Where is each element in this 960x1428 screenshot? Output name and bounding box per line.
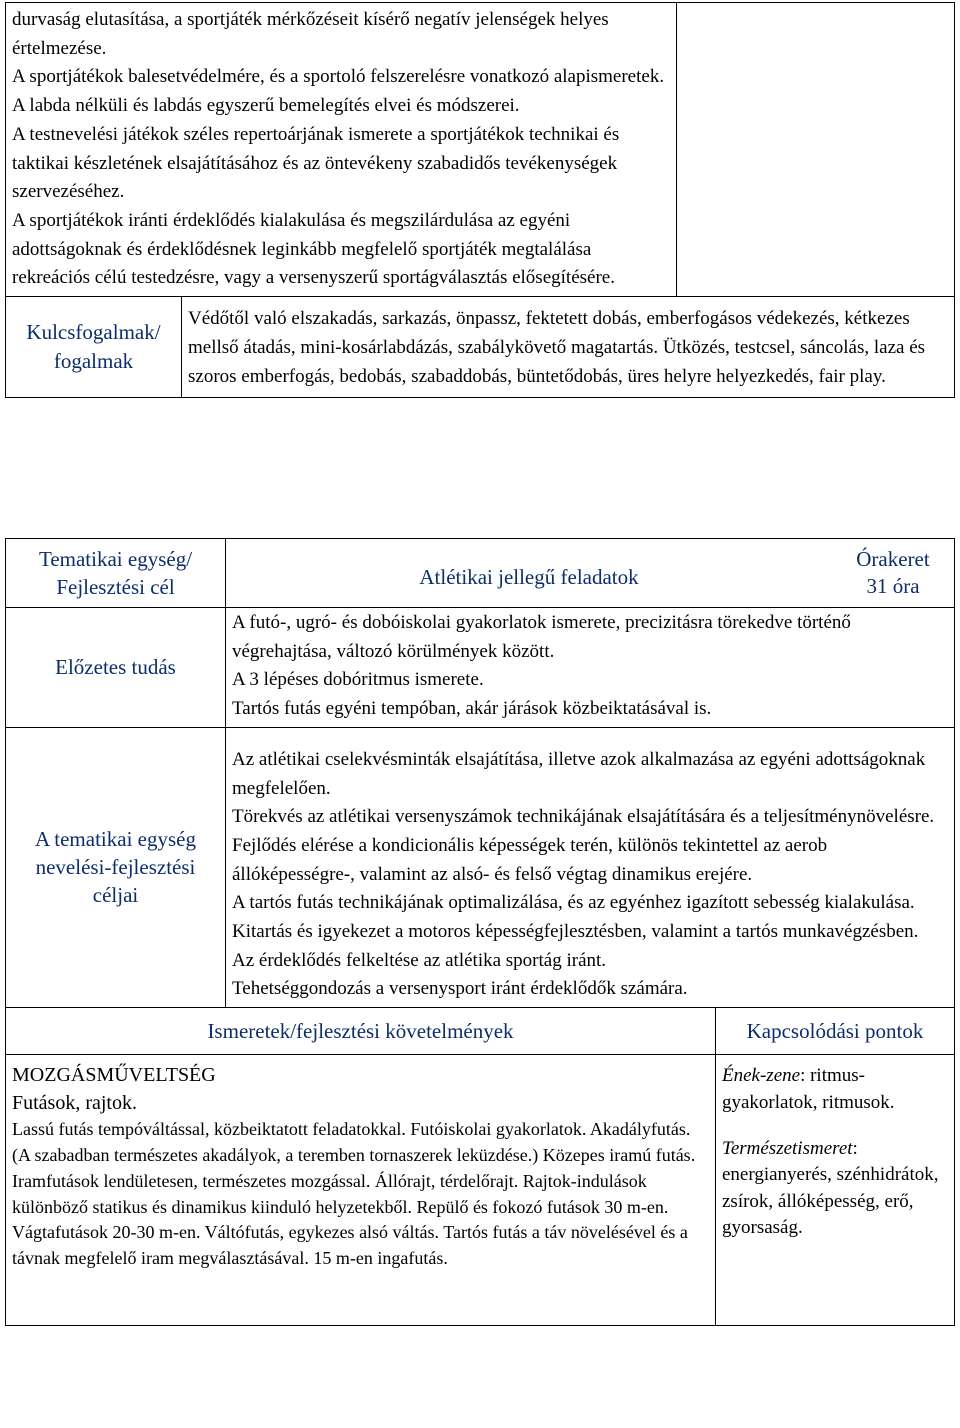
keywords-text: Védőtől való elszakadás, sarkazás, önpassz, fektetett dobás, emberfogásos védekezés, kétkezes mellső átadás, mini-kosárlabdázás, szabálykövető magatartás. Ütközés, testcsel, sáncolás, laza és szoros emberfogás, bedobás, szabaddobás, büntetődobás, üres helyre helyezkedés, fair play. — [182, 297, 955, 398]
continuation-table — [5, 2, 955, 398]
goals-label: nevelési-fejlesztési — [35, 855, 196, 880]
hours-label: Órakeret — [856, 547, 930, 571]
requirements-cell — [6, 1055, 716, 1326]
unit-title: Atlétikai jellegű feladatok — [419, 564, 639, 589]
keywords-row — [6, 297, 955, 398]
hours-box — [832, 546, 954, 600]
unit-label-cell — [6, 539, 226, 608]
requirements-header: Ismeretek/fejlesztési követelmények — [6, 1008, 716, 1055]
goals-item: A tartós futás technikájának optimalizálása, és az egyénhez igazított sebesség kialakulása. — [232, 892, 915, 914]
connections-header: Kapcsolódási pontok — [716, 1008, 955, 1055]
requirements-text: Lassú futás tempóváltással, közbeiktatott feladatokkal. Futóiskolai gyakorlatok. Akadályfutás. (A szabadban természetes akadályok, a teremben tornaszerek leküzdése.) Közepes iramú futás. Iramfutások lendületesen, természetes mozgással. Állórajt, térdelőrajt. Rajtok-indulások különböző statikus és dinamikus kiinduló helyzetekből. Repülő és fokozó futások 30 m-en. Vágtafutások 20-30 m-en. Váltófutás, egykezes alsó váltás. Tartós futás a táv növelésével és a távnak megfelelő iram megválasztásával. 15 m-en ingafutás. — [12, 1119, 696, 1269]
unit-label: Tematikai egység/ — [38, 547, 193, 571]
unit-title-cell — [226, 539, 955, 608]
prior-item: Tartós futás egyéni tempóban, akár járások közbeiktatásával is. — [232, 698, 712, 720]
prior-item: A futó-, ugró- és dobóiskolai gyakorlatok ismerete, precizitásra törekedve történő végrehajtása, változó körülmények között. — [232, 612, 851, 662]
unit-title-row — [6, 539, 955, 608]
goals-item: Az érdeklődés felkeltése az atlétika sportág iránt. — [232, 949, 607, 971]
requirements-row — [6, 1055, 955, 1326]
unit-table — [5, 538, 955, 1326]
goals-continuation-cell — [6, 3, 677, 297]
connection-item — [722, 1136, 948, 1242]
goals-continuation-row — [6, 3, 955, 297]
goals-item: Törekvés az atlétikai versenyszámok technikájának elsajátítására és a teljesítménynövelésre. — [232, 806, 935, 828]
hours-value: 31 óra — [866, 574, 920, 598]
goals-item: Fejlődés elérése a kondicionális képességek terén, különös tekintettel az aerob állóképességre-, valamint az alsó- és felső végtag dinamikus erejére. — [232, 834, 828, 885]
connection-text: : ritmus-gyakorlatok, ritmusok. — [722, 1065, 895, 1113]
keywords-label: Kulcsfogalmak/ — [26, 320, 161, 345]
connections-cell — [716, 1055, 955, 1326]
goals-label: A tematikai egység — [35, 827, 196, 852]
goals-label-cell — [6, 727, 226, 1007]
goals-cont-paragraph: durvaság elutasítása, a sportjáték mérkőzéseit kísérő negatív jelenségek helyes értelmezése. — [12, 9, 609, 59]
prior-label: Előzetes tudás — [55, 655, 176, 680]
empty-cell — [677, 3, 955, 297]
goals-row — [6, 727, 955, 1007]
prior-knowledge-row — [6, 608, 955, 728]
requirements-header-row — [6, 1008, 955, 1055]
requirements-heading: MOZGÁSMŰVELTSÉG — [12, 1064, 216, 1087]
keywords-label: fogalmak — [53, 349, 134, 374]
goals-items-cell — [226, 727, 955, 1007]
goals-label: céljai — [92, 883, 139, 908]
connection-subject: Ének-zene — [722, 1065, 801, 1087]
keywords-label-cell — [6, 297, 182, 398]
connection-subject: Természetismeret — [722, 1137, 853, 1159]
connection-text: : energianyerés, szénhidrátok, zsírok, állóképesség, erő, gyorsaság. — [722, 1137, 939, 1239]
goals-item: Tehetséggondozás a versenysport iránt érdeklődők számára. — [232, 978, 688, 1000]
goals-cont-paragraph: A sportjátékok balesetvédelmére, és a sportoló felszerelésre vonatkozó alapismeretek. — [12, 66, 665, 88]
unit-label: Fejlesztési cél — [56, 575, 175, 599]
goals-cont-paragraph: A labda nélküli és labdás egyszerű bemelegítés elvei és módszerei. — [12, 95, 520, 117]
prior-item: A 3 lépéses dobóritmus ismerete. — [232, 669, 484, 691]
prior-items-cell — [226, 608, 955, 728]
prior-label-cell — [6, 608, 226, 728]
goals-item: Kitartás és igyekezet a motoros képességfejlesztésben, valamint a tartós munkavégzésben. — [232, 921, 919, 943]
goals-cont-paragraph: A testnevelési játékok széles repertoárjának ismerete a sportjátékok technikai és taktikai készletének elsajátításához és az öntevékeny szabadidős tevékenységek szervezéséhez. — [12, 123, 620, 203]
connection-item — [722, 1063, 948, 1116]
requirements-subheading: Futások, rajtok. — [12, 1092, 137, 1115]
goals-item: Az atlétikai cselekvésminták elsajátítása, illetve azok alkalmazása az egyéni adottságoknak megfelelően. — [232, 748, 926, 799]
goals-cont-paragraph: A sportjátékok iránti érdeklődés kialakulása és megszilárdulása az egyéni adottságoknak és érdeklődésnek leginkább megfelelő sportjáték megtalálása rekreációs célú testedzésre, vagy a versenyszerű sportágválasztás elősegítésére. — [12, 209, 615, 289]
